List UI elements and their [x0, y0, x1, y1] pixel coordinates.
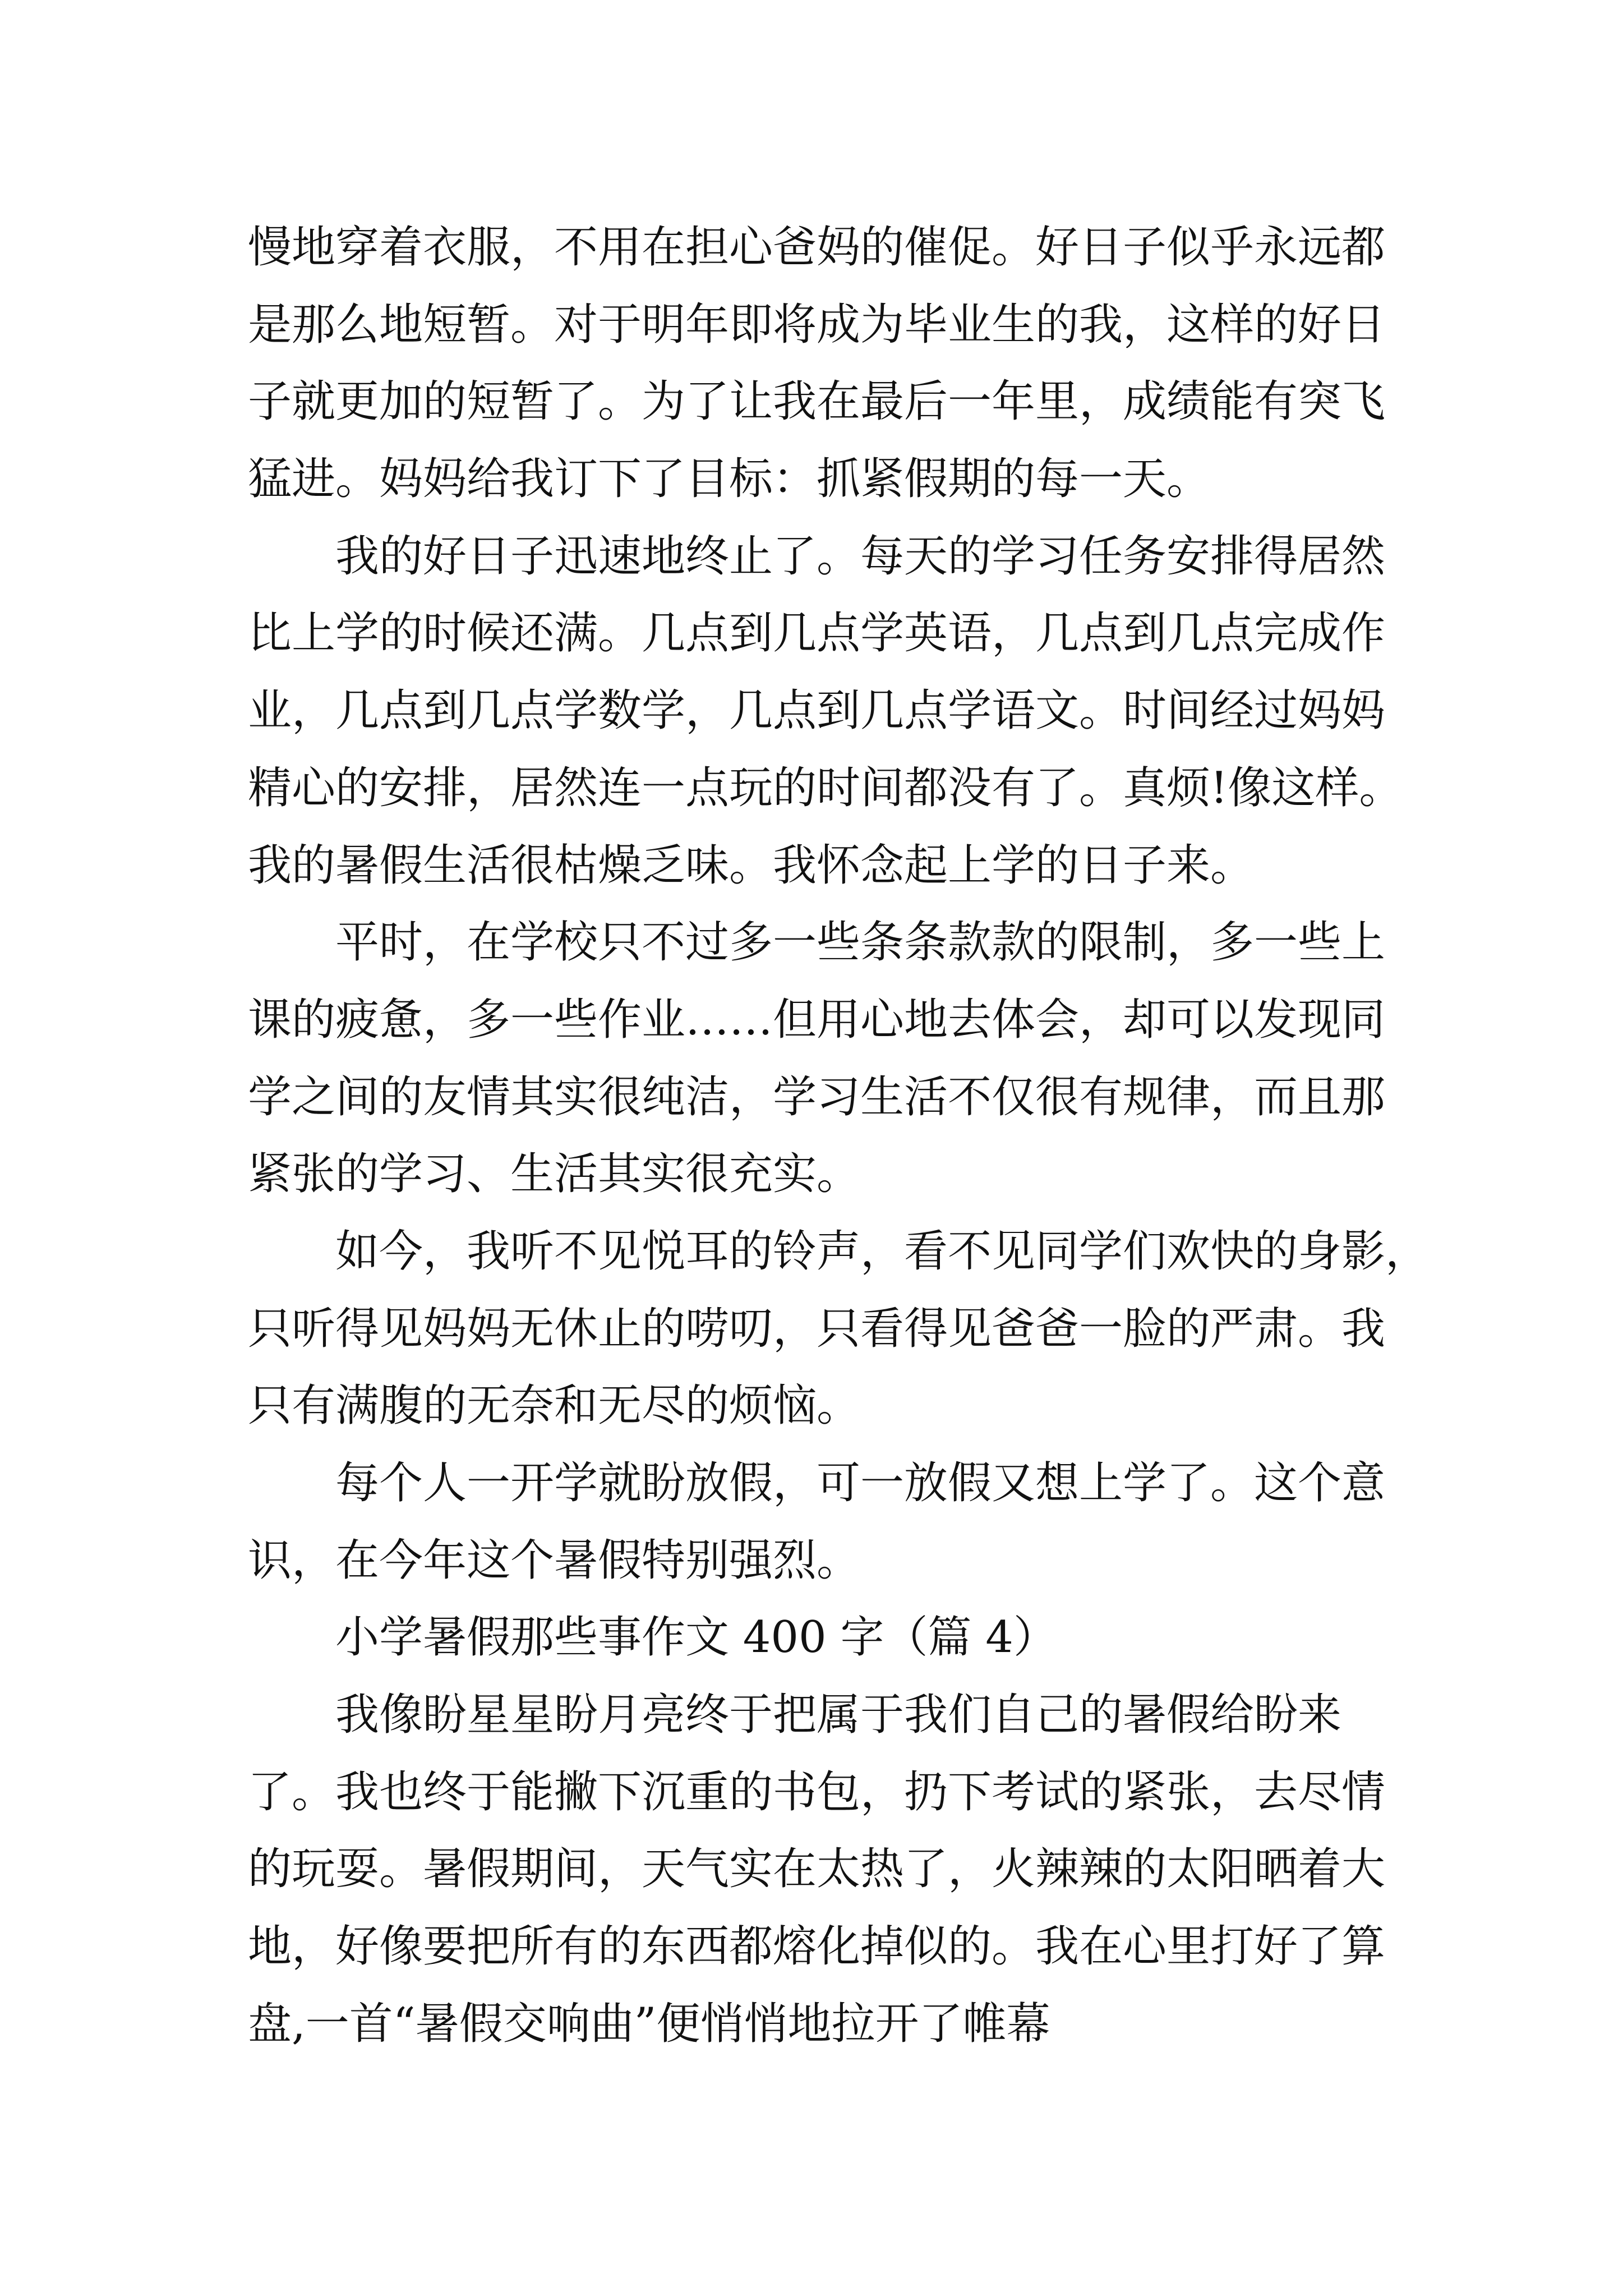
text-line: 是那么地短暂。对于明年即将成为毕业生的我，这样的好日: [248, 299, 1386, 350]
text-line: 精心的安排，居然连一点玩的时间都没有了。真烦!像这样。: [248, 762, 1403, 813]
section-heading: [248, 1599, 1482, 1677]
paragraph: [248, 1677, 1482, 2063]
text-line: 了。我也终于能撇下沉重的书包，扔下考试的紧张，去尽情: [248, 1766, 1386, 1818]
text-line: 学之间的友情其实很纯洁，学习生活不仅很有规律，而且那: [248, 1071, 1386, 1122]
paragraph: [248, 1213, 1482, 1445]
text-line: 只有满腹的无奈和无尽的烦恼。: [248, 1381, 861, 1432]
paragraph: [248, 518, 1482, 904]
text-line: 只听得见妈妈无休止的唠叨，只看得见爸爸一脸的严肃。我: [248, 1303, 1386, 1354]
text-line: 如今，我听不见悦耳的铃声，看不见同学们欢快的身影，: [335, 1226, 1430, 1277]
text-line: 慢地穿着衣服，不用在担心爸妈的催促。好日子似乎永远都: [248, 222, 1386, 273]
text-line: 地，好像要把所有的东西都熔化掉似的。我在心里打好了算: [248, 1921, 1386, 1972]
text-line: 平时，在学校只不过多一些条条款款的限制，多一些上: [335, 917, 1386, 968]
text-line: 课的疲惫，多一些作业……但用心地去体会，却可以发现同: [248, 994, 1386, 1045]
text-line: 我的暑假生活很枯燥乏味。我怀念起上学的日子来。: [248, 840, 1255, 891]
text-line: 我像盼星星盼月亮终于把属于我们自己的暑假给盼来: [335, 1690, 1342, 1741]
section-heading-text: 小学暑假那些事作文 400 字（篇 4）: [335, 1612, 1057, 1663]
text-line: 盘,一首“暑假交响曲”便悄悄地拉开了帷幕: [248, 1998, 1050, 2049]
text-line: 每个人一开学就盼放假，可一放假又想上学了。这个意: [335, 1458, 1386, 1508]
paragraph-continued: [248, 209, 1482, 518]
paragraph: [248, 1445, 1482, 1599]
text-line: 子就更加的短暂了。为了让我在最后一年里，成绩能有突飞: [248, 376, 1386, 427]
text-line: 业，几点到几点学数学，几点到几点学语文。时间经过妈妈: [248, 685, 1386, 737]
document-body: [248, 209, 1482, 2063]
text-line: 比上学的时候还满。几点到几点学英语，几点到几点完成作: [248, 608, 1386, 659]
paragraph: [248, 904, 1482, 1213]
text-line: 识，在今年这个暑假特别强烈。: [248, 1535, 861, 1586]
text-line: 的玩耍。暑假期间，天气实在太热了，火辣辣的太阳晒着大: [248, 1844, 1386, 1895]
text-line: 我的好日子迅速地终止了。每天的学习任务安排得居然: [335, 531, 1386, 582]
text-line: 猛进。妈妈给我订下了目标：抓紧假期的每一天。: [248, 454, 1211, 505]
text-line: 紧张的学习、生活其实很充实。: [248, 1149, 861, 1200]
